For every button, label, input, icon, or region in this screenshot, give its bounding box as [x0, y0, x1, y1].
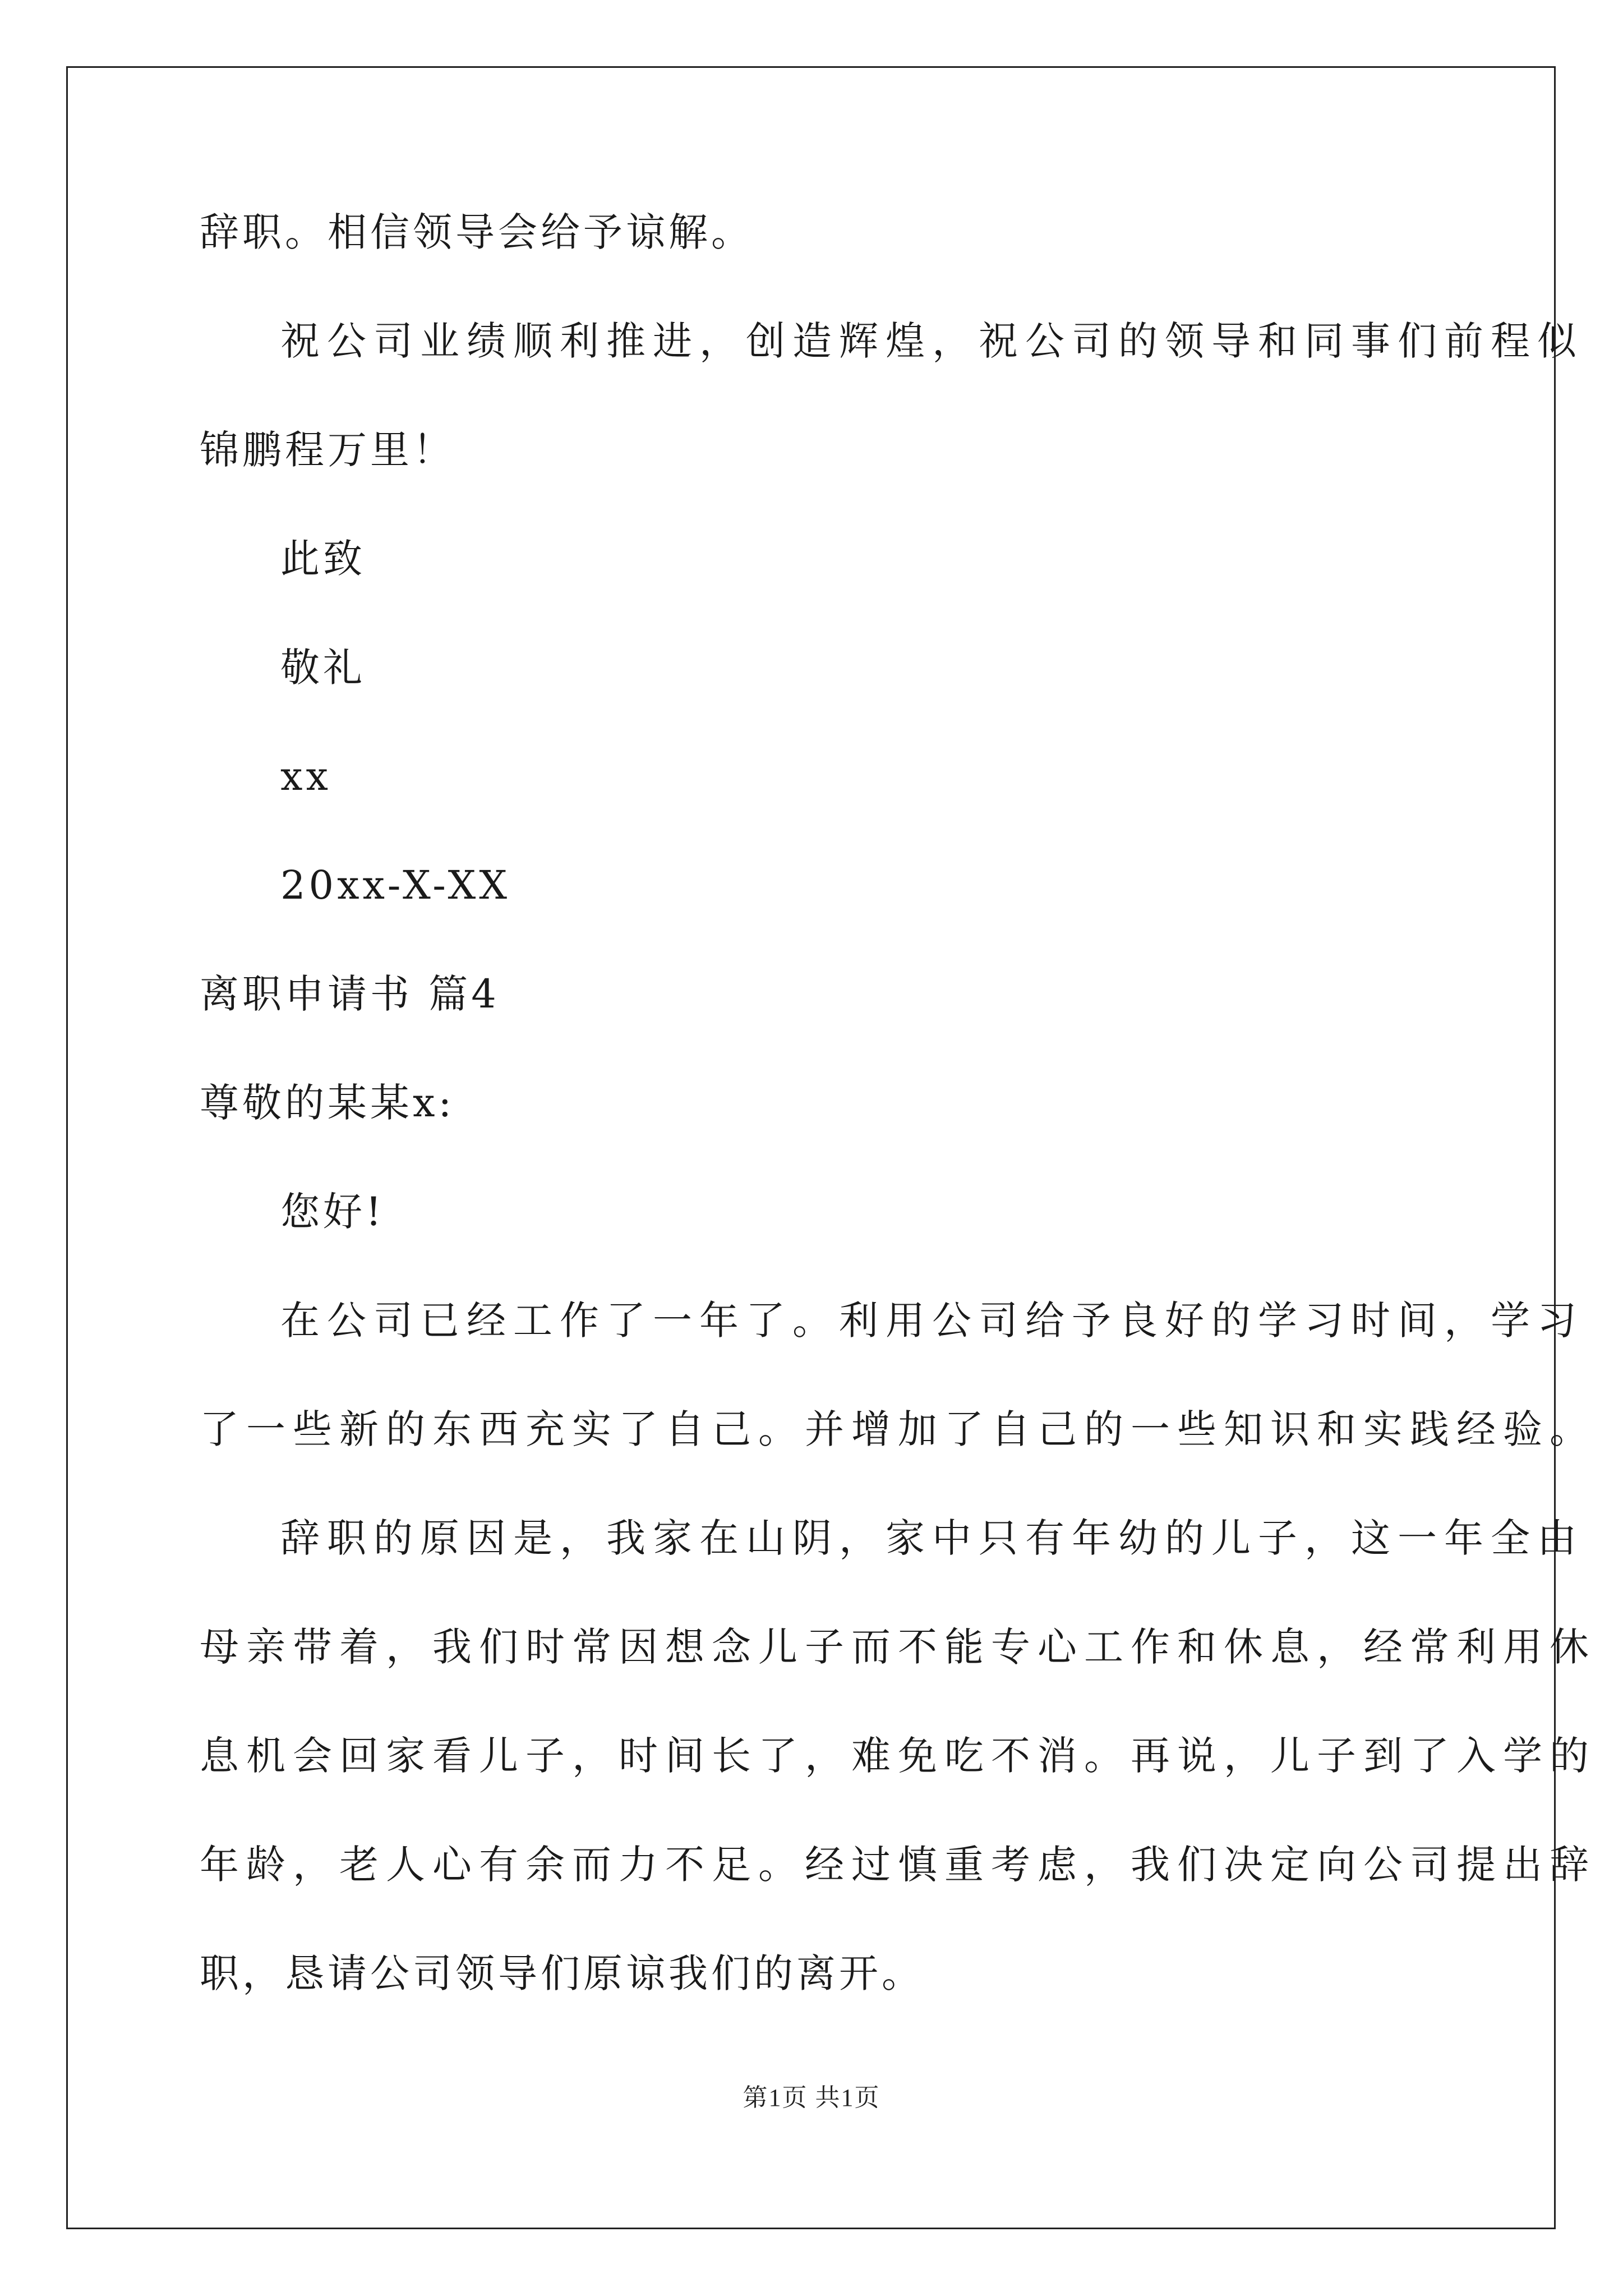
signature-name: xx [280, 753, 331, 799]
salutation-closing: 此致 [280, 536, 366, 582]
page-border [66, 66, 1556, 2229]
text-line: 年龄，老人心有余而力不足。经过慎重考虑，我们决定向公司提出辞 [200, 1842, 1596, 1888]
text-line: 祝公司业绩顺利推进，创造辉煌，祝公司的领导和同事们前程似 [280, 318, 1584, 364]
signature-date: 20xx-X-XX [280, 862, 511, 908]
text-line: 锦鹏程万里！ [200, 427, 455, 473]
text-line: 辞职。相信领导会给予谅解。 [200, 209, 754, 255]
text-line: 辞职的原因是，我家在山阴，家中只有年幼的儿子，这一年全由 [280, 1515, 1584, 1561]
text-line: 了一些新的东西充实了自己。并增加了自己的一些知识和实践经验。 [200, 1406, 1596, 1452]
text-line: 母亲带着，我们时常因想念儿子而不能专心工作和休息，经常利用休 [200, 1624, 1596, 1670]
section-heading: 离职申请书 篇4 [200, 971, 500, 1017]
page-footer: 第1页 共1页 [743, 2084, 880, 2111]
salutation-regards: 敬礼 [280, 645, 366, 691]
text-line: 息机会回家看儿子，时间长了，难免吃不消。再说，儿子到了入学的 [200, 1733, 1596, 1779]
greeting-addressee: 尊敬的某某x: [200, 1080, 455, 1126]
text-line: 职，恳请公司领导们原谅我们的离开。 [200, 1950, 924, 1996]
greeting: 您好! [280, 1189, 385, 1235]
text-line: 在公司已经工作了一年了。利用公司给予良好的学习时间，学习 [280, 1297, 1584, 1343]
